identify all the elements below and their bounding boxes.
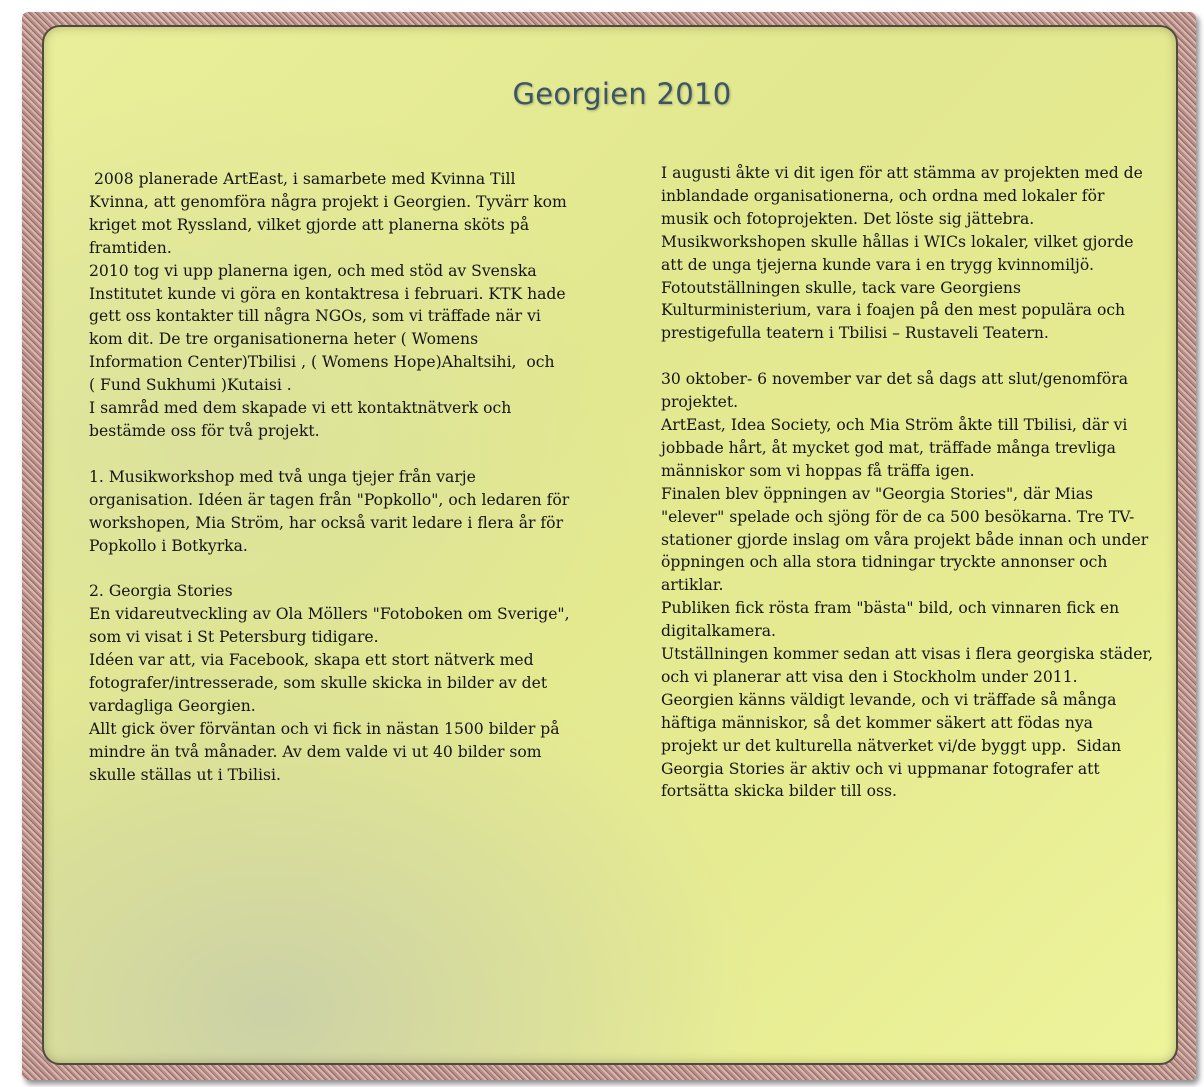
content-panel <box>42 25 1178 1065</box>
decorative-frame <box>22 12 1196 1080</box>
right-column-text: I augusti åkte vi dit igen för att stämma av projekten med de inblandade organisationerna, och ordna med lokaler för musik och fotoprojekten. Det löste sig jättebra. Musikworkshopen skulle hållas i WICs lokaler, vilket gjorde att de unga tjejerna kunde vara i en trygg kvinnomiljö. Fotoutställningen skulle, tack vare Georgiens Kulturministerium, vara i foajen på den mest populära och prestigefulla teatern i Tbilisi – Rustaveli Teatern. 30 oktober- 6 november var det så dags att slut/genomföra projektet. ArtEast, Idea Society, och Mia Ström åkte till Tbilisi, där vi jobbade hårt, åt mycket god mat, träffade många trevliga människor som vi hoppas få träffa igen. Finalen blev öppningen av "Georgia Stories", där Mias "elever" spelade och sjöng för de ca 500 besökarna. Tre TV- stationer gjorde inslag om våra projekt både innan och under öppningen och alla stora tidningar tryckte annonser och artiklar. Publiken fick rösta fram "bästa" bild, och vinnaren fick en digitalkamera. Utställningen kommer sedan att visas i flera georgiska städer, och vi planerar att visa den i Stockholm under 2011. Georgien känns väldigt levande, och vi träffade så många häftiga människor, så det kommer säkert att födas nya projekt ur det kulturella nätverket vi/de byggt upp. Sidan Georgia Stories är aktiv och vi uppmanar fotografer att fortsätta skicka bilder till oss. <box>661 164 1154 801</box>
left-column-text: 2008 planerade ArtEast, i samarbete med Kvinna Till Kvinna, att genomföra några projekt i Georgien. Tyvärr kom kriget mot Ryssland, vilket gjorde att planerna sköts på framtiden. 2010 tog vi upp planerna igen, och med stöd av Svenska Institutet kunde vi göra en kontaktresa i februari. KTK hade gett oss kontakter till några NGOs, som vi träffade när vi kom dit. De tre organisationerna heter ( Womens Information Center)Tbilisi , ( Womens Hope)Ahaltsihi, och ( Fund Sukhumi )Kutaisi . I samråd med dem skapade vi ett kontaktnätverk och bestämde oss för två projekt. 1. Musikworkshop med två unga tjejer från varje organisation. Idéen är tagen från "Popkollo", och ledaren för workshopen, Mia Ström, har också varit ledare i flera år för Popkollo i Botkyrka. 2. Georgia Stories En vidareutveckling av Ola Möllers "Fotoboken om Sverige", som vi visat i St Petersburg tidigare. Idéen var att, via Facebook, skapa ett stort nätverk med fotografer/intresserade, som skulle skicka in bilder av det vardagliga Georgien. Allt gick över förväntan och vi fick in nästan 1500 bilder på mindre än två månader. Av dem valde vi ut 40 bilder som skulle ställas ut i Tbilisi. <box>89 170 570 784</box>
page-title: Georgien 2010 <box>512 77 732 111</box>
